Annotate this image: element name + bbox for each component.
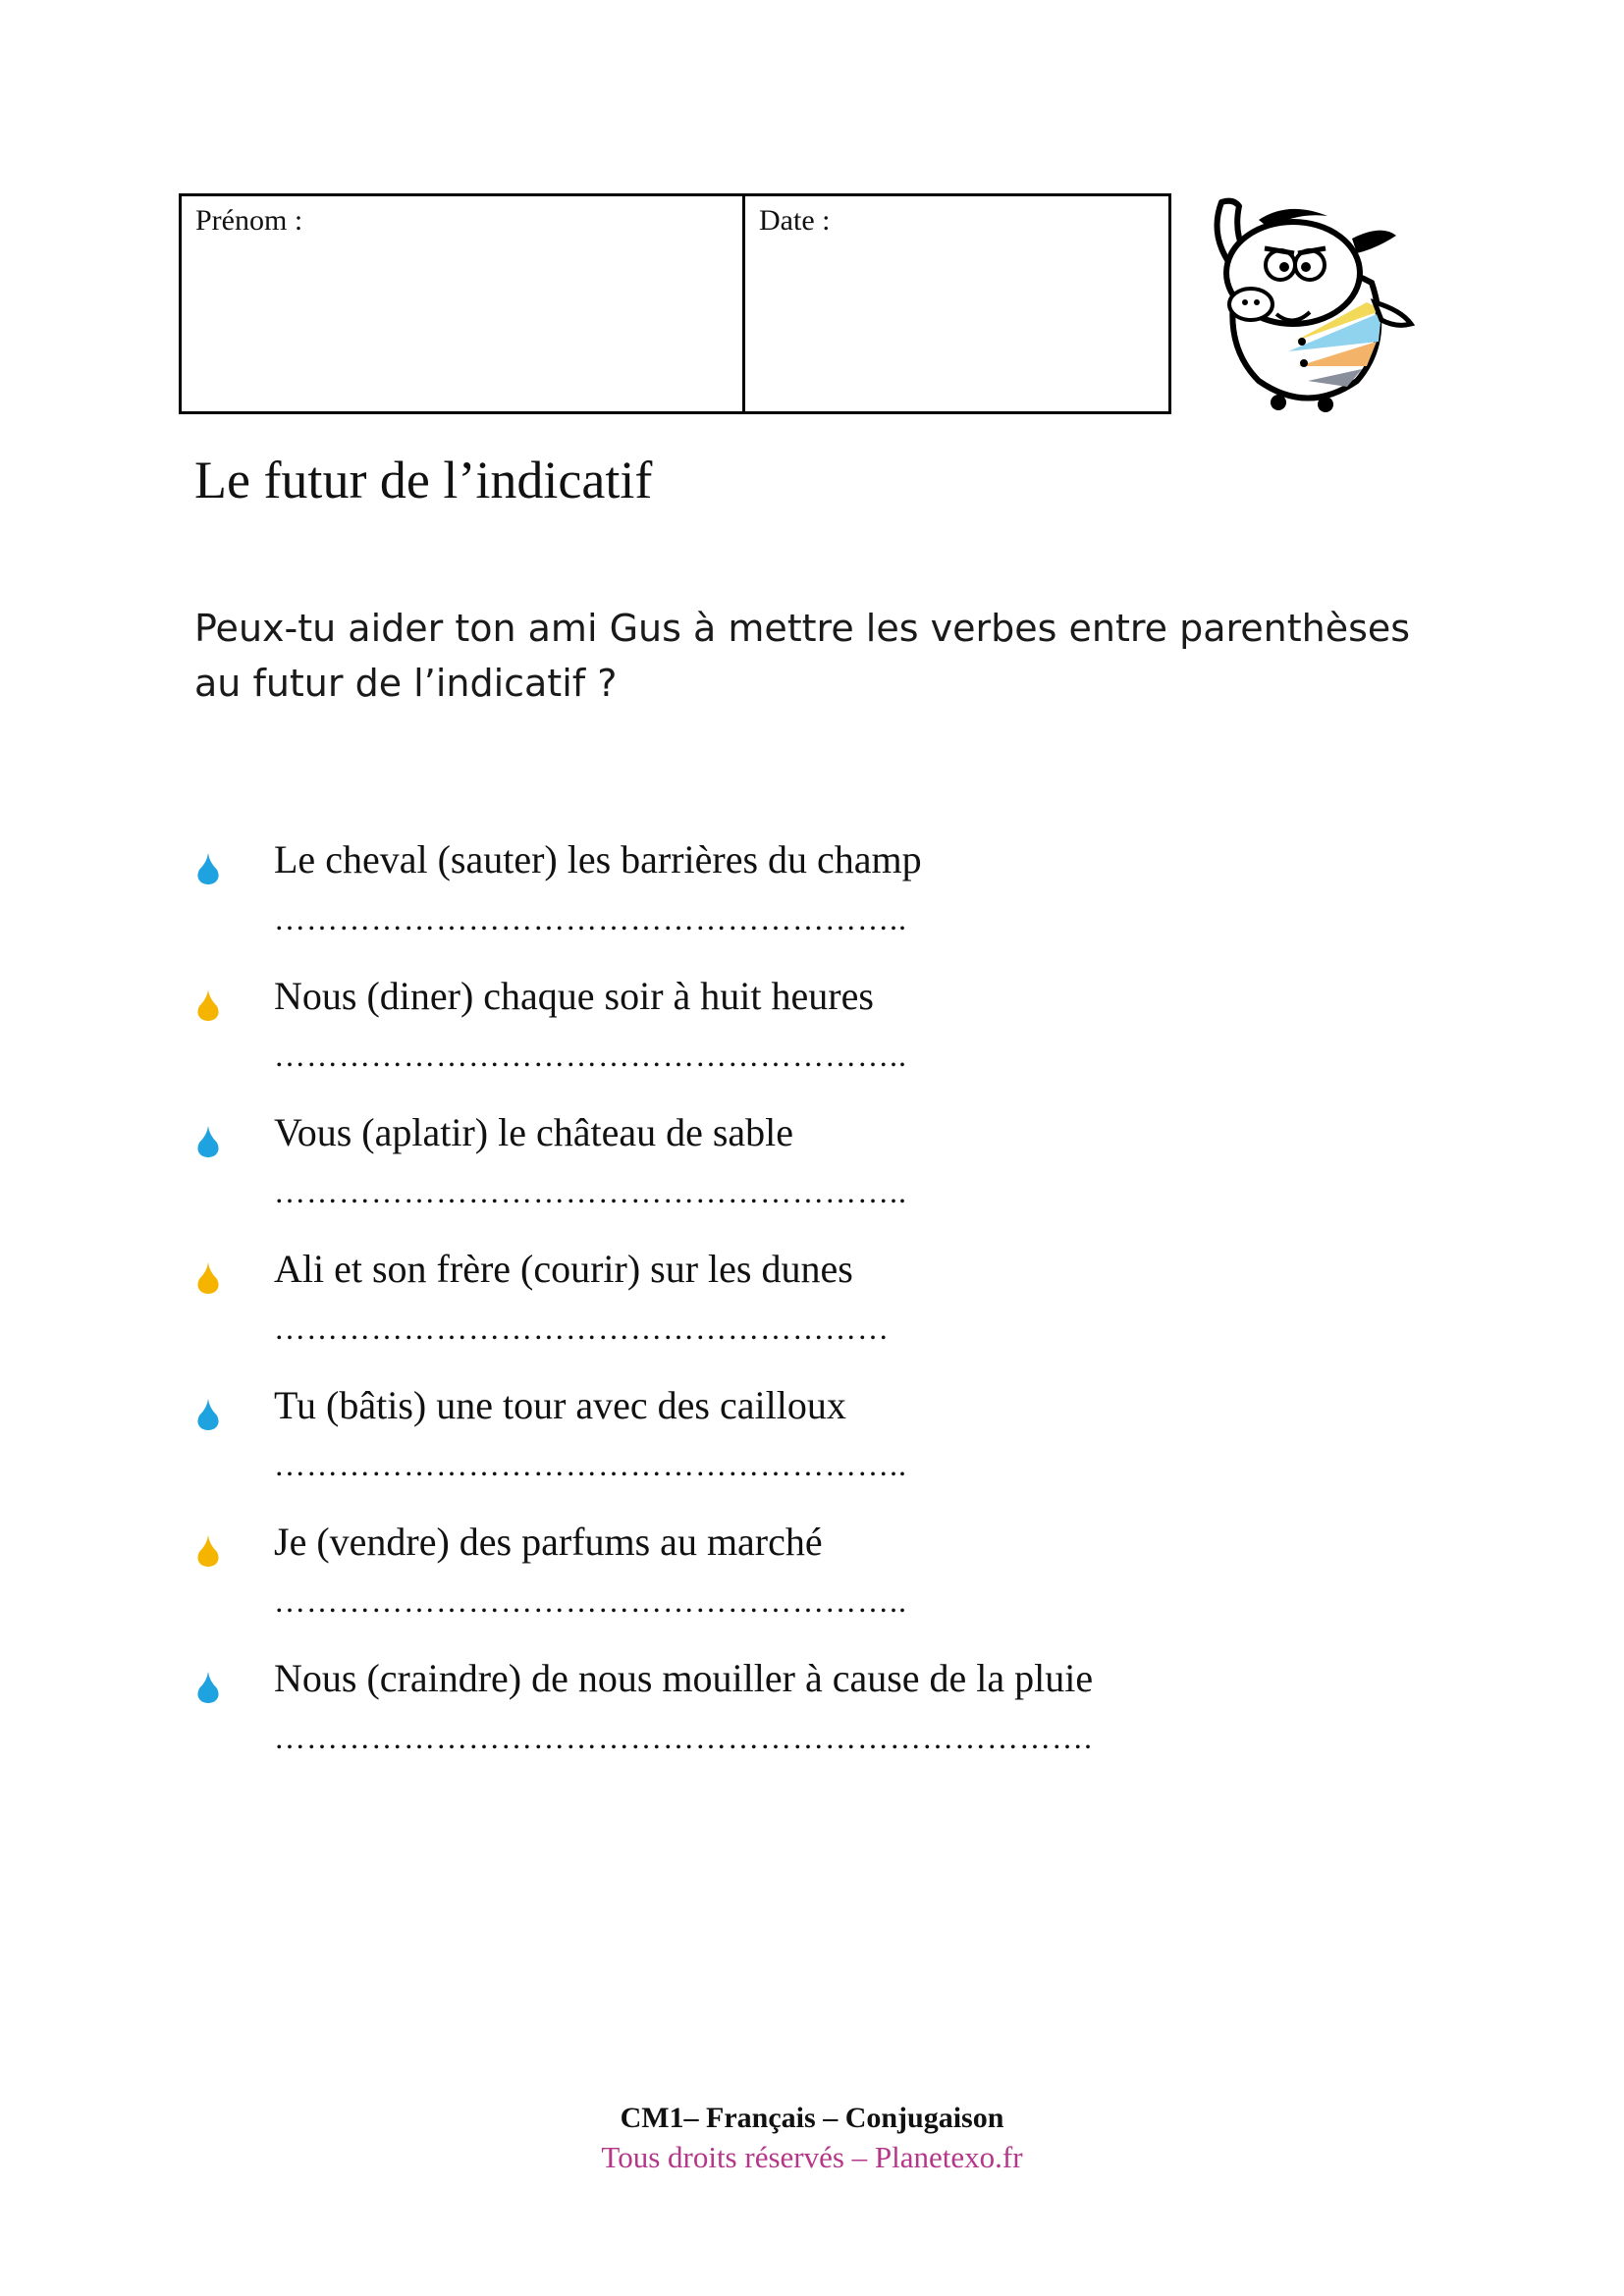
page-title: Le futur de l’indicatif xyxy=(194,451,653,509)
water-drop-icon xyxy=(195,1671,221,1704)
water-drop-icon xyxy=(195,1398,221,1431)
exercise-sentence: Je (vendre) des parfums au marché xyxy=(274,1520,823,1564)
gus-mascot-illustration xyxy=(1200,194,1416,420)
first-name-label: Prénom : xyxy=(195,204,303,237)
first-name-field[interactable] xyxy=(182,196,745,411)
answer-line[interactable]: ………………………………………………… xyxy=(274,1310,890,1346)
exercise-item xyxy=(0,1244,1624,1380)
instruction-text: Peux-tu aider ton ami Gus à mettre les verbes entre parenthèses au futur de l’indicatif ? xyxy=(194,607,1411,705)
exercise-sentence: Nous (diner) chaque soir à huit heures xyxy=(274,974,874,1018)
exercise-sentence: Vous (aplatir) le château de sable xyxy=(274,1110,794,1154)
exercise-sentence: Tu (bâtis) une tour avec des cailloux xyxy=(274,1383,846,1427)
exercise-item xyxy=(0,1653,1624,1789)
name-date-box xyxy=(179,193,1171,414)
answer-line[interactable]: ………………………………………………….. xyxy=(274,1174,907,1209)
answer-line[interactable]: ………………………………………………….. xyxy=(274,1447,907,1482)
answer-line[interactable]: ………………………………………………….. xyxy=(274,1583,907,1619)
exercise-item xyxy=(0,1107,1624,1244)
water-drop-icon xyxy=(195,988,221,1022)
water-drop-icon xyxy=(195,1534,221,1568)
water-drop-icon xyxy=(195,1261,221,1295)
exercise-sentence: Ali et son frère (courir) sur les dunes xyxy=(274,1247,853,1291)
exercise-sentence: Nous (craindre) de nous mouiller à cause de la pluie xyxy=(274,1656,1094,1700)
footer-course-label: CM1– Français – Conjugaison xyxy=(620,2102,1004,2134)
footer-copyright: Tous droits réservés – Planetexo.fr xyxy=(601,2140,1023,2174)
exercise-list xyxy=(0,834,1624,1789)
exercise-sentence: Le cheval (sauter) les barrières du champ xyxy=(274,837,922,881)
page-footer xyxy=(0,2099,1624,2177)
water-drop-icon xyxy=(195,1125,221,1158)
answer-line[interactable]: …………………………………………………………………. xyxy=(274,1720,1093,1755)
water-drop-icon xyxy=(195,852,221,885)
date-label: Date : xyxy=(759,204,831,237)
exercise-item xyxy=(0,1380,1624,1517)
exercise-item xyxy=(0,971,1624,1107)
exercise-item xyxy=(0,834,1624,971)
date-field[interactable] xyxy=(745,196,1168,411)
answer-line[interactable]: ………………………………………………….. xyxy=(274,901,907,936)
exercise-item xyxy=(0,1517,1624,1653)
answer-line[interactable]: ………………………………………………….. xyxy=(274,1038,907,1073)
